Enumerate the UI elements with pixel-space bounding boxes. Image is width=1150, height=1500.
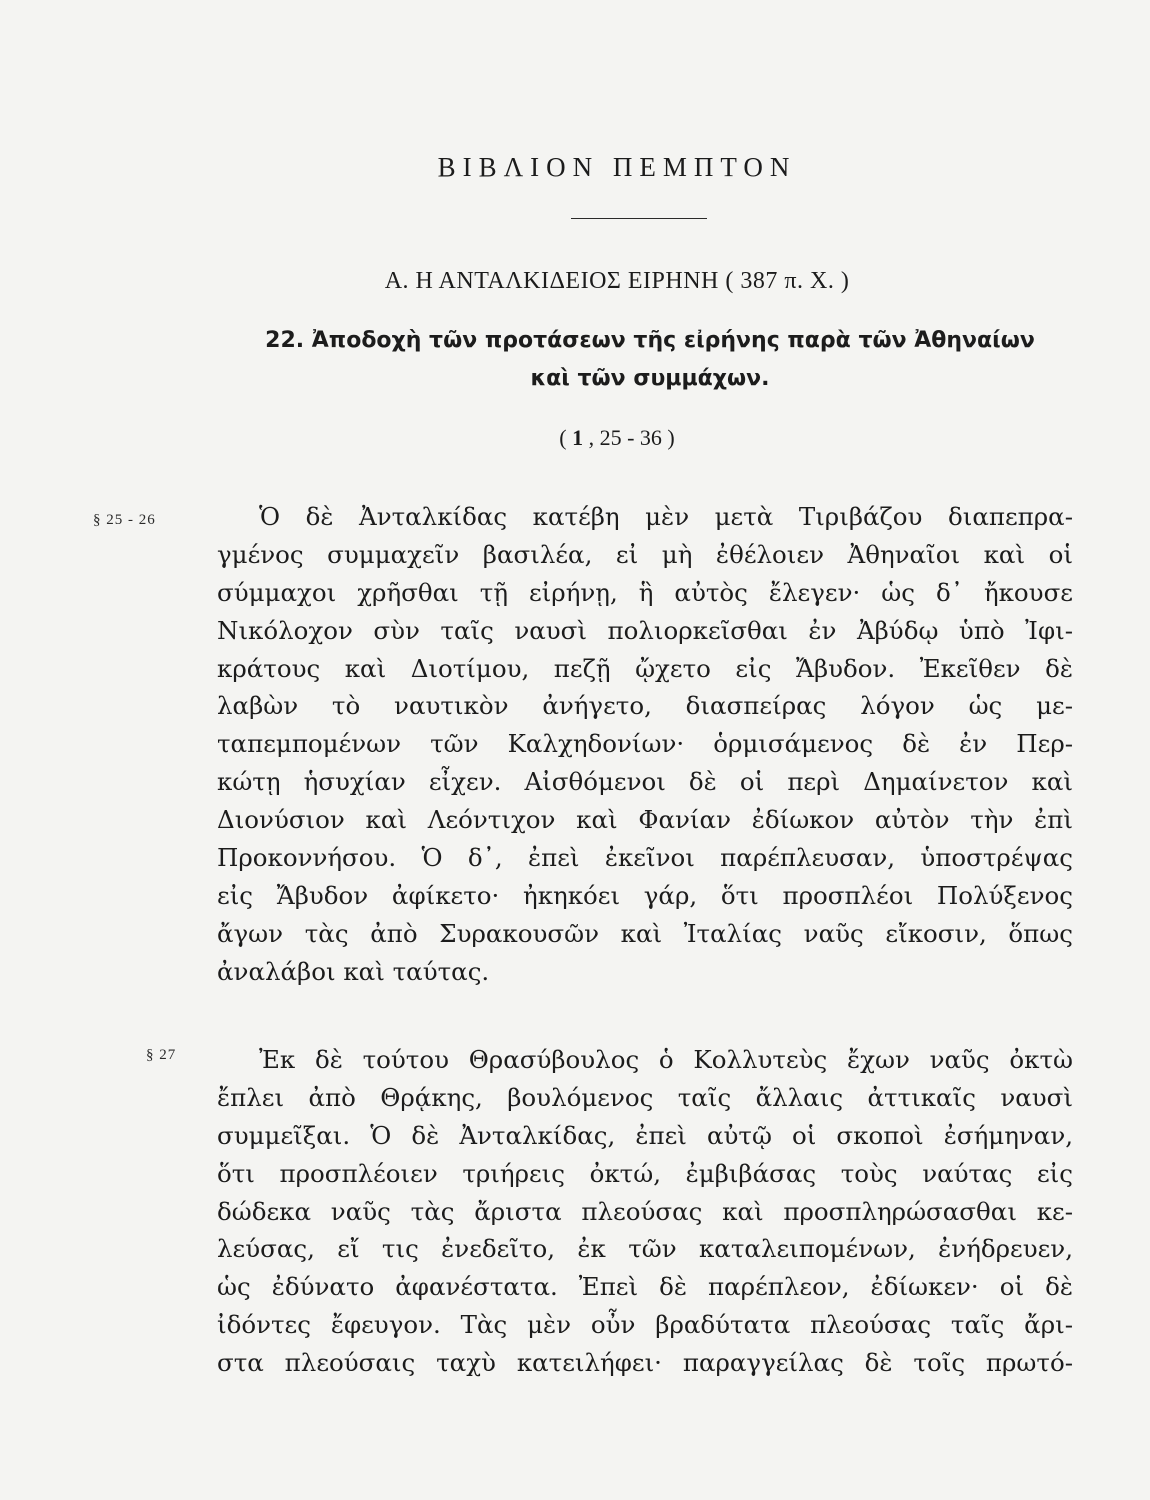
text-line: Προκοννήσου. Ὁ δ᾽, ἐπεὶ ἐκεῖνοι παρέπλευσαν, ὑποστρέψας xyxy=(217,843,1073,873)
text-line: ὡς ἐδύνατο ἀφανέστατα. Ἐπεὶ δὲ παρέπλεον, ἐδίωκεν· οἱ δὲ xyxy=(217,1272,1073,1302)
text-line: ὅτι προσπλέοιεν τριήρεις ὀκτώ, ἐμβιβάσας τοὺς ναύτας εἰς xyxy=(217,1158,1073,1188)
margin-reference: § 27 xyxy=(146,1047,177,1063)
text-line: δώδεκα ναῦς τὰς ἄριστα πλεούσας καὶ προσπληρώσασθαι κε- xyxy=(217,1196,1073,1226)
source-reference-open: ( xyxy=(559,425,567,450)
source-reference xyxy=(42,425,1150,451)
text-line: σύμμαχοι χρῆσθαι τῇ εἰρήνῃ, ἣ αὐτὸς ἔλεγεν· ὡς δ᾽ ἤκουσε xyxy=(217,577,1073,607)
text-line: ἀναλάβοι καὶ ταύτας. xyxy=(217,956,490,986)
text-line: λεύσας, εἴ τις ἐνεδεῖτο, ἐκ τῶν καταλειπομένων, ἐνήδρευεν, xyxy=(217,1234,1073,1264)
margin-reference: § 25 - 26 xyxy=(93,512,156,528)
title-divider xyxy=(571,218,707,219)
text-line: ἰδόντες ἔφευγον. Τὰς μὲν οὖν βραδύτατα πλεούσας ταῖς ἄρι- xyxy=(217,1310,1073,1340)
text-line: λαβὼν τὸ ναυτικὸν ἀνήγετο, διασπείρας λόγον ὡς με- xyxy=(217,691,1073,721)
text-line: Νικόλοχον σὺν ταῖς ναυσὶ πολιορκεῖσθαι ἐν Ἀβύδῳ ὑπὸ Ἰφι- xyxy=(217,615,1073,645)
text-line: στα πλεούσαις ταχὺ κατειλήφει· παραγγείλας δὲ τοῖς πρωτό- xyxy=(217,1348,1073,1378)
source-reference-book: 1 xyxy=(572,425,584,450)
section-title: Α. Η ΑΝΤΑΛΚΙΔΕΙΟΣ ΕΙΡΗΝΗ ( 387 π. Χ. ) xyxy=(384,268,850,294)
book-title: ΒΙΒΛΙΟΝ ΠΕΜΠΤΟΝ xyxy=(437,152,797,182)
text-line: Ὁ δὲ Ἀνταλκίδας κατέβη μὲν μετὰ Τιριβάζου διαπεπρα- xyxy=(259,502,1073,531)
source-reference-range: , 25 - 36 ) xyxy=(588,425,675,450)
text-line: ταπεμπομένων τῶν Καλχηδονίων· ὁρμισάμενος δὲ ἐν Περ- xyxy=(217,729,1073,759)
text-line: Διονύσιον καὶ Λεόντιχον καὶ Φανίαν ἐδίωκον αὐτὸν τὴν ἐπὶ xyxy=(217,805,1073,835)
text-line: κώτῃ ἡσυχίαν εἶχεν. Αἰσθόμενοι δὲ οἱ περὶ Δημαίνετον καὶ xyxy=(217,767,1073,797)
text-line: εἰς Ἄβυδον ἀφίκετο· ἠκηκόει γάρ, ὅτι προσπλέοι Πολύξενος xyxy=(217,880,1073,910)
chapter-title-line-2: καὶ τῶν συμμάχων. xyxy=(530,366,770,391)
text-paragraph xyxy=(217,498,1073,991)
text-line: ἔπλει ἀπὸ Θρᾴκης, βουλόμενος ταῖς ἄλλαις ἀττικαῖς ναυσὶ xyxy=(217,1082,1073,1112)
chapter-title xyxy=(215,322,1085,398)
text-line: γμένος συμμαχεῖν βασιλέα, εἰ μὴ ἐθέλοιεν Ἀθηναῖοι καὶ οἱ xyxy=(217,539,1073,569)
chapter-title-line-1: 22. Ἀποδοχὴ τῶν προτάσεων τῆς εἰρήνης παρὰ τῶν Ἀθηναίων xyxy=(265,328,1035,353)
text-line: ἄγων τὰς ἀπὸ Συρακουσῶν καὶ Ἰταλίας ναῦς εἴκοσιν, ὅπως xyxy=(217,918,1073,948)
text-line: Ἐκ δὲ τούτου Θρασύβουλος ὁ Κολλυτεὺς ἔχων ναῦς ὀκτὼ xyxy=(259,1045,1073,1074)
text-paragraph xyxy=(217,1041,1073,1382)
text-line: συμμεῖξαι. Ὁ δὲ Ἀνταλκίδας, ἐπεὶ αὐτῷ οἱ σκοποὶ ἐσήμηναν, xyxy=(217,1120,1073,1150)
text-line: κράτους καὶ Διοτίμου, πεζῇ ᾤχετο εἰς Ἄβυδον. Ἐκεῖθεν δὲ xyxy=(217,653,1073,683)
